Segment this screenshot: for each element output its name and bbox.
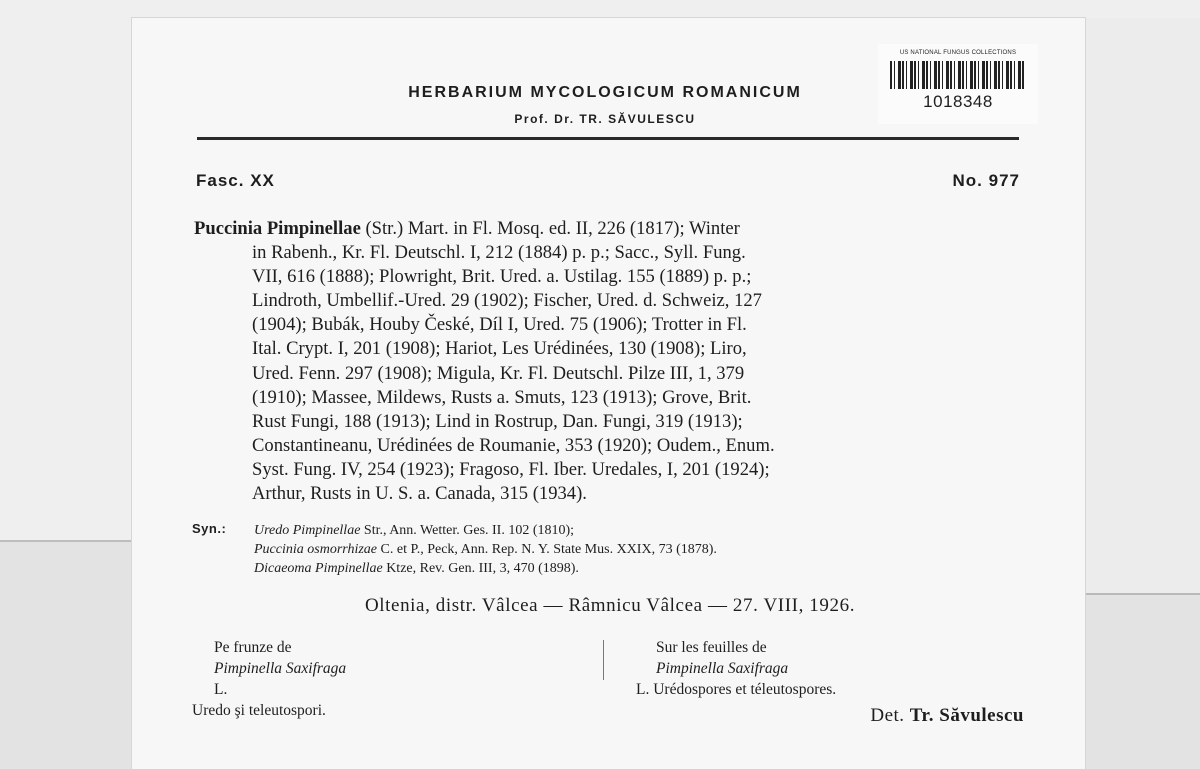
- citation-line: Lindroth, Umbellif.-Ured. 29 (1902); Fischer, Ured. d. Schweiz, 127: [252, 290, 762, 312]
- herbarium-editor: Prof. Dr. TR. SĂVULESCU: [514, 112, 696, 126]
- synonym-line: Uredo Pimpinellae Str., Ann. Wetter. Ges. II. 102 (1810);: [254, 523, 575, 538]
- header-rule: [197, 137, 1019, 140]
- synonym-line: Dicaeoma Pimpinellae Ktze, Rev. Gen. III, 3, 470 (1898).: [254, 561, 579, 576]
- collection-locality: Oltenia, distr. Vâlcea — Râmnicu Vâlcea — 27. VIII, 1926.: [364, 595, 856, 616]
- citation-line: Rust Fungi, 188 (1913); Lind in Rostrup, Dan. Fungi, 319 (1913);: [252, 410, 743, 432]
- barcode-caption: US NATIONAL FUNGUS COLLECTIONS: [899, 50, 1017, 56]
- herbarium-title: HERBARIUM MYCOLOGICUM ROMANICUM: [408, 84, 802, 101]
- host-plant: Pimpinella Saxifraga: [656, 660, 789, 677]
- barcode-number: 1018348: [923, 92, 993, 111]
- citation-line: (1910); Massee, Mildews, Rusts a. Smuts, 123 (1913); Grove, Brit.: [252, 386, 752, 408]
- specimen-number: No. 977: [952, 171, 1020, 190]
- citation-line: Ital. Crypt. I, 201 (1908); Hariot, Les Urédinées, 130 (1908); Liro,: [252, 338, 747, 360]
- citation-line: Syst. Fung. IV, 254 (1923); Fragoso, Fl. Iber. Uredales, I, 201 (1924);: [252, 458, 770, 480]
- species-citation: [194, 217, 1024, 506]
- synonym-line: Puccinia osmorrhizae C. et P., Peck, Ann. Rep. N. Y. State Mus. XXIX, 73 (1878).: [254, 542, 717, 557]
- determiner-name: Tr. Săvulescu: [909, 705, 1024, 726]
- citation-line: Arthur, Rusts in U. S. a. Canada, 315 (1934).: [252, 483, 587, 505]
- citation-line: Puccinia Pimpinellae (Str.) Mart. in Fl. Mosq. ed. II, 226 (1817); Winter: [194, 218, 740, 239]
- determiner: Det. Tr. Săvulescu: [870, 705, 1024, 726]
- citation-line: (1904); Bubák, Houby České, Díl I, Ured. 75 (1906); Trotter in Fl.: [252, 314, 747, 336]
- citation-line: Constantineanu, Urédinées de Roumanie, 353 (1920); Oudem., Enum.: [252, 434, 775, 456]
- fascicle: Fasc. XX: [196, 171, 275, 190]
- host-french: Sur les feuilles de Pimpinella Saxifraga L. Urédospores et téleutospores.: [636, 639, 837, 698]
- barcode-icon: [890, 61, 1026, 89]
- backing-sheet-edge: [1085, 18, 1200, 595]
- column-divider: [603, 640, 604, 680]
- host-romanian: Pe frunze de Pimpinella Saxifraga L. Uredo şi teleutospori.: [192, 639, 347, 719]
- host-plant: Pimpinella Saxifraga: [214, 660, 347, 677]
- citation-line: Ured. Fenn. 297 (1908); Migula, Kr. Fl. Deutschl. Pilze III, 1, 379: [252, 362, 745, 384]
- citation-line: in Rabenh., Kr. Fl. Deutschl. I, 212 (1884) p. p.; Sacc., Syll. Fung.: [252, 242, 746, 264]
- species-name: Puccinia Pimpinellae: [194, 218, 361, 239]
- citation-line: VII, 616 (1888); Plowright, Brit. Ured. a. Ustilag. 155 (1889) p. p.;: [252, 266, 752, 288]
- synonyms-label: Syn.:: [192, 521, 227, 536]
